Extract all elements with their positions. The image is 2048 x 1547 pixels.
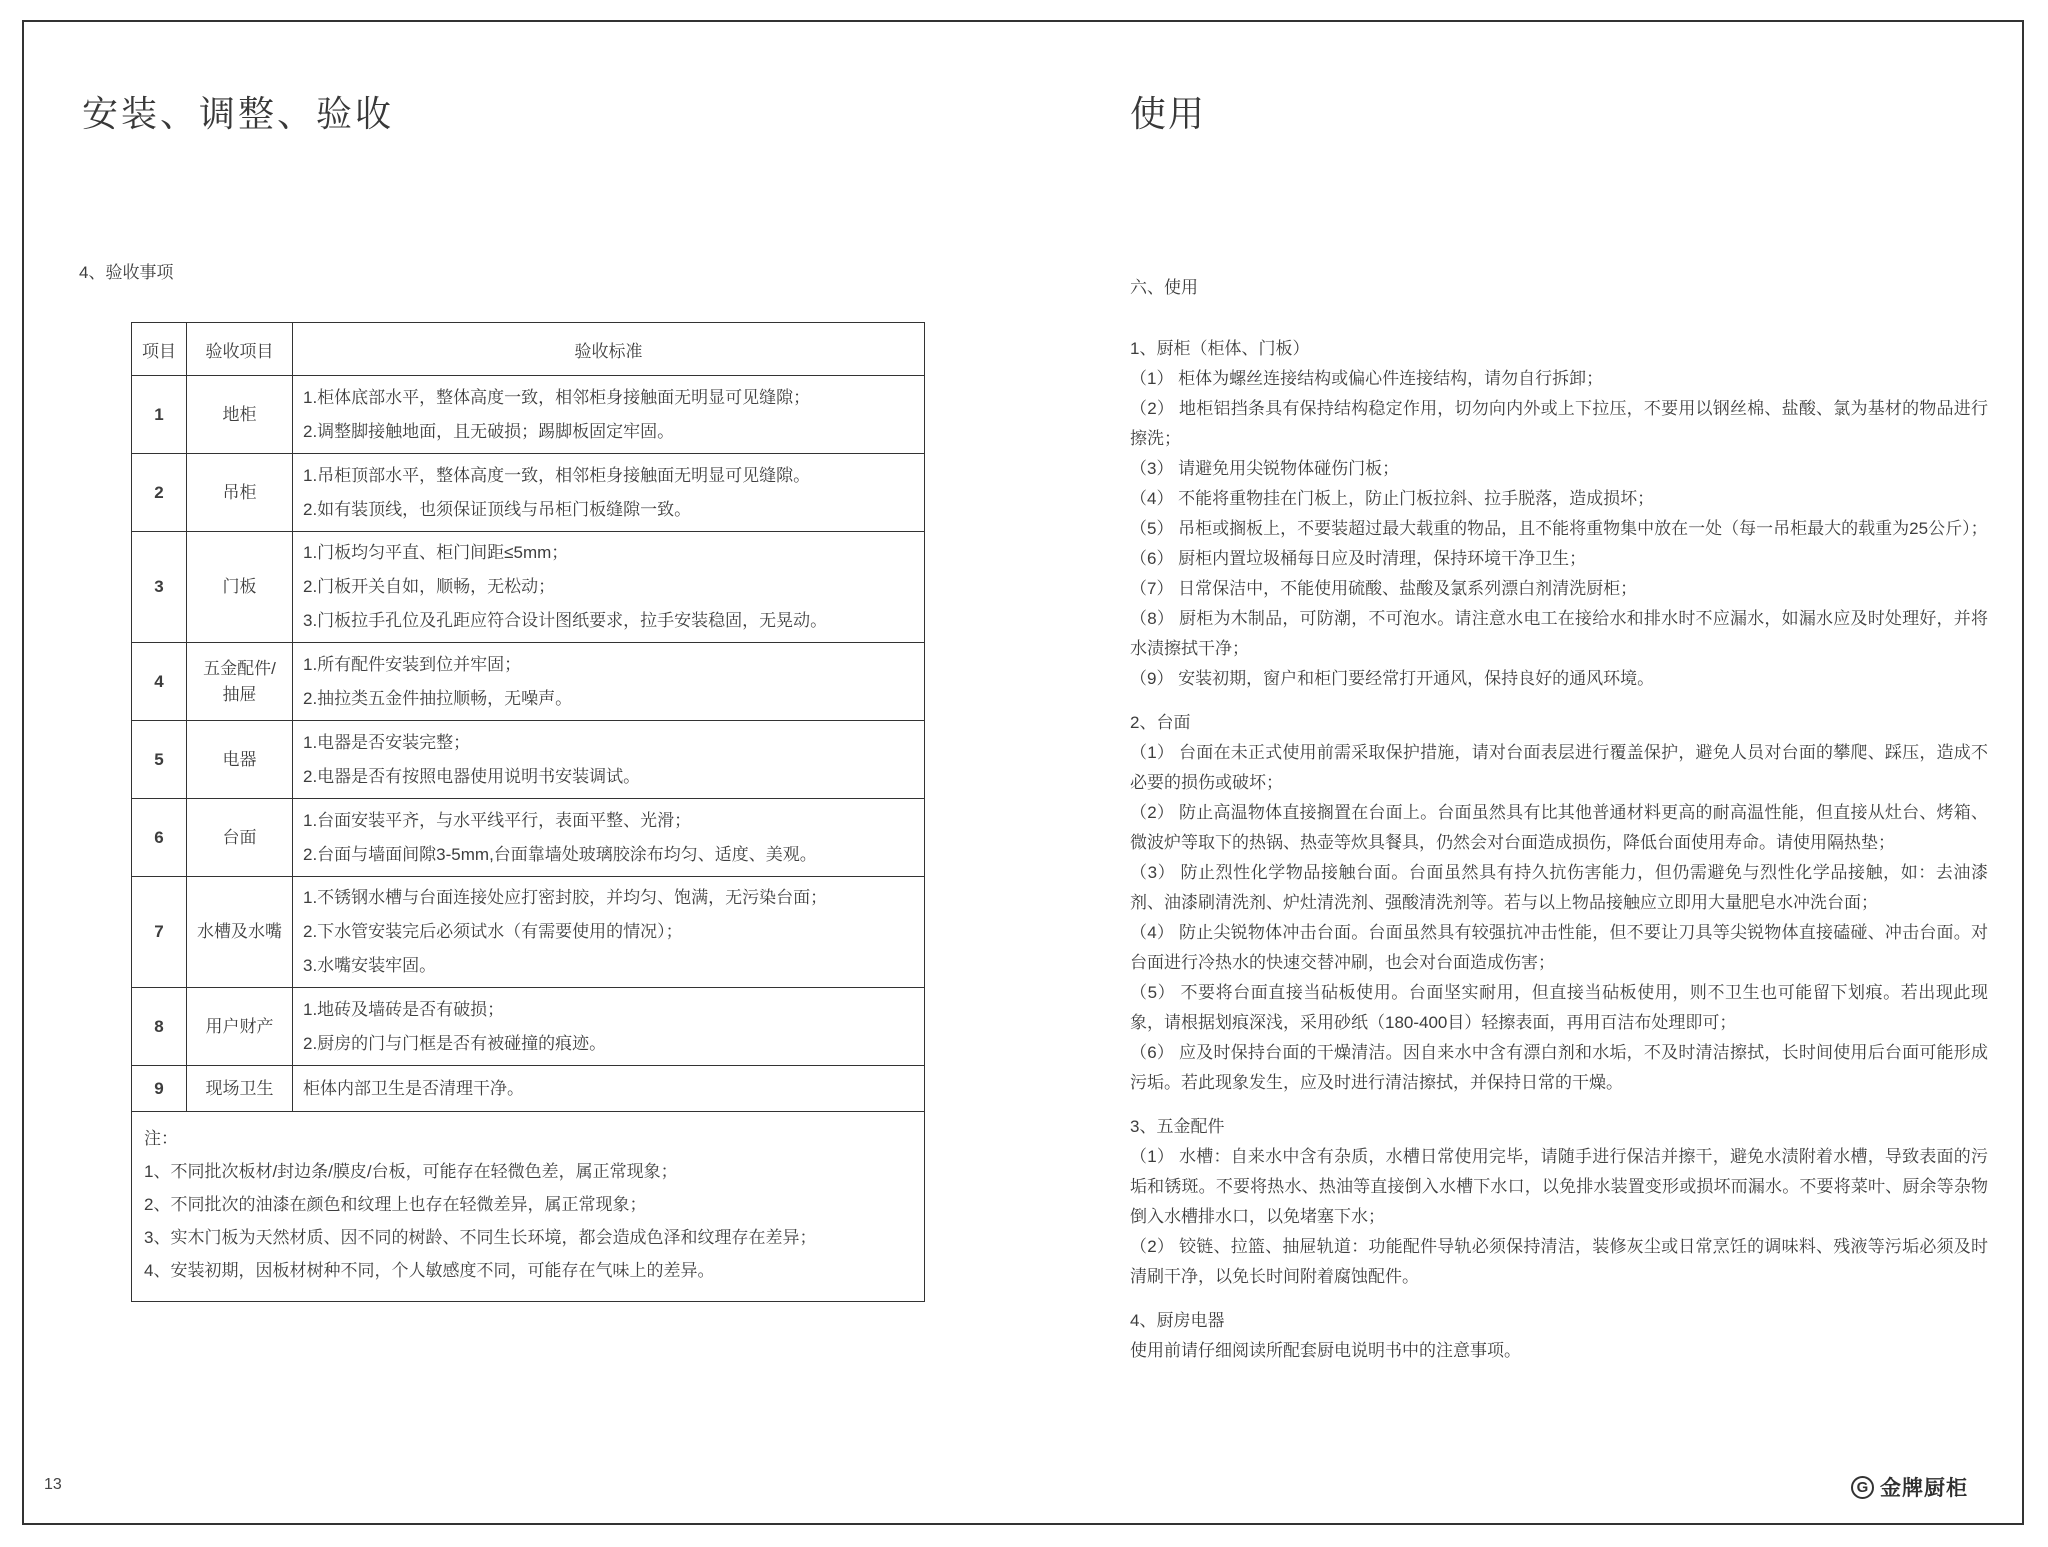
row-standard: 1.门板均匀平直、柜门间距≤5mm； 2.门板开关自如，顺畅，无松动； 3.门板拉手孔位及孔距应符合设计图纸要求，拉手安装稳固，无晃动。	[293, 532, 925, 643]
right-section-label: 六、使用	[1130, 278, 1198, 297]
left-page-title: 安装、调整、验收	[82, 93, 395, 134]
table-note-row	[132, 1112, 925, 1302]
usage-item: （4） 防止尖锐物体冲击台面。台面虽然具有较强抗冲击性能，但不要让刀具等尖锐物体直接磕碰、冲击台面。对台面进行冷热水的快速交替冲刷，也会对台面造成伤害；	[1130, 923, 1988, 972]
table-row	[132, 532, 925, 643]
note-line: 3、实木门板为天然材质、因不同的树龄、不同生长环境，都会造成色泽和纹理存在差异；	[144, 1228, 817, 1247]
usage-section-hardware	[1130, 1112, 1988, 1292]
left-section-label: 4、验收事项	[79, 263, 174, 282]
usage-section-countertop	[1130, 708, 1988, 1098]
note-line: 4、安装初期，因板材树种不同，个人敏感度不同，可能存在气味上的差异。	[144, 1261, 715, 1280]
table-row	[132, 988, 925, 1066]
note-line: 2、不同批次的油漆在颜色和纹理上也存在轻微差异，属正常现象；	[144, 1195, 647, 1214]
row-standard: 1.地砖及墙砖是否有破损； 2.厨房的门与门框是否有被碰撞的痕迹。	[293, 988, 925, 1066]
row-item: 门板	[187, 532, 293, 643]
brand-logo	[1851, 1472, 1968, 1502]
usage-item: （7） 日常保洁中，不能使用硫酸、盐酸及氯系列漂白剂清洗厨柜；	[1130, 579, 1638, 598]
usage-item: （6） 厨柜内置垃圾桶每日应及时清理，保持环境干净卫生；	[1130, 549, 1587, 568]
row-standard: 1.台面安装平齐，与水平线平行，表面平整、光滑； 2.台面与墙面间隙3-5mm,台面靠墙处玻璃胶涂布均匀、适度、美观。	[293, 799, 925, 877]
row-no: 9	[132, 1066, 187, 1112]
row-item: 吊柜	[187, 454, 293, 532]
usage-item: （2） 地柜铝挡条具有保持结构稳定作用，切勿向内外或上下拉压，不要用以钢丝棉、盐酸、氯为基材的物品进行擦洗；	[1130, 399, 1988, 448]
row-no: 3	[132, 532, 187, 643]
header-item-no: 项目	[132, 323, 187, 376]
usage-item: （1） 台面在未正式使用前需采取保护措施，请对台面表层进行覆盖保护，避免人员对台面的攀爬、踩压，造成不必要的损伤或破坏；	[1130, 743, 1988, 792]
row-no: 1	[132, 376, 187, 454]
row-no: 4	[132, 643, 187, 721]
row-standard: 1.所有配件安装到位并牢固； 2.抽拉类五金件抽拉顺畅，无噪声。	[293, 643, 925, 721]
row-item: 现场卫生	[187, 1066, 293, 1112]
note-line: 1、不同批次板材/封边条/膜皮/台板，可能存在轻微色差，属正常现象；	[144, 1162, 678, 1181]
row-item: 水槽及水嘴	[187, 877, 293, 988]
usage-item: （5） 吊柜或搁板上，不要装超过最大载重的物品，且不能将重物集中放在一处（每一吊柜最大的载重为25公斤）；	[1130, 519, 1988, 538]
header-standard: 验收标准	[293, 323, 925, 376]
usage-item: （9） 安装初期，窗户和柜门要经常打开通风，保持良好的通风环境。	[1130, 669, 1655, 688]
table-row	[132, 643, 925, 721]
table-row	[132, 799, 925, 877]
usage-section-heading: 1、厨柜（柜体、门板）	[1130, 339, 1310, 358]
usage-item: （3） 请避免用尖锐物体碰伤门板；	[1130, 459, 1400, 478]
row-standard: 1.吊柜顶部水平，整体高度一致，相邻柜身接触面无明显可见缝隙。 2.如有装顶线，也须保证顶线与吊柜门板缝隙一致。	[293, 454, 925, 532]
header-item-name: 验收项目	[187, 323, 293, 376]
usage-item: （6） 应及时保持台面的干燥清洁。因自来水中含有漂白剂和水垢，不及时清洁擦拭，长时间使用后台面可能形成污垢。若此现象发生，应及时进行清洁擦拭，并保持日常的干燥。	[1130, 1043, 1988, 1092]
row-item: 电器	[187, 721, 293, 799]
note-title: 注：	[144, 1129, 178, 1148]
brand-name: 金牌厨柜	[1880, 1477, 1968, 1500]
table-row	[132, 376, 925, 454]
usage-column	[1130, 86, 1988, 1366]
usage-item: （3） 防止烈性化学物品接触台面。台面虽然具有持久抗伤害能力，但仍需避免与烈性化学品接触，如：去油漆剂、油漆刷清洗剂、炉灶清洗剂、强酸清洗剂等。若与以上物品接触应立即用大量肥皂水冲洗台面；	[1130, 863, 1988, 912]
page-number: 13	[44, 1476, 62, 1493]
table-row	[132, 1066, 925, 1112]
usage-item: （5） 不要将台面直接当砧板使用。台面坚实耐用，但直接当砧板使用，则不卫生也可能留下划痕。若出现此现象，请根据划痕深浅，采用砂纸（180-400目）轻擦表面，再用百洁布处理即可；	[1130, 983, 1988, 1032]
usage-section-heading: 4、厨房电器	[1130, 1311, 1225, 1330]
row-standard: 柜体内部卫生是否清理干净。	[293, 1066, 925, 1112]
usage-item: （2） 防止高温物体直接搁置在台面上。台面虽然具有比其他普通材料更高的耐高温性能，但直接从灶台、烤箱、微波炉等取下的热锅、热壶等炊具餐具，仍然会对台面造成损伤，降低台面使用寿命。请使用隔热垫；	[1130, 803, 1988, 852]
row-standard: 1.不锈钢水槽与台面连接处应打密封胶，并均匀、饱满，无污染台面； 2.下水管安装完后必须试水（有需要使用的情况）； 3.水嘴安装牢固。	[293, 877, 925, 988]
row-item: 用户财产	[187, 988, 293, 1066]
usage-section-appliances	[1130, 1306, 1988, 1366]
usage-item: （1） 柜体为螺丝连接结构或偏心件连接结构，请勿自行拆卸；	[1130, 369, 1604, 388]
usage-item: （8） 厨柜为木制品，可防潮，不可泡水。请注意水电工在接给水和排水时不应漏水，如漏水应及时处理好，并将水渍擦拭干净；	[1130, 609, 1988, 658]
row-standard: 1.电器是否安装完整； 2.电器是否有按照电器使用说明书安装调试。	[293, 721, 925, 799]
row-no: 7	[132, 877, 187, 988]
row-item: 五金配件/ 抽屉	[187, 643, 293, 721]
table-notes	[132, 1112, 925, 1302]
row-no: 2	[132, 454, 187, 532]
usage-item: （4） 不能将重物挂在门板上，防止门板拉斜、拉手脱落，造成损坏；	[1130, 489, 1655, 508]
row-no: 5	[132, 721, 187, 799]
table-row	[132, 454, 925, 532]
row-item: 台面	[187, 799, 293, 877]
usage-item: 使用前请仔细阅读所配套厨电说明书中的注意事项。	[1130, 1341, 1521, 1360]
table-row	[132, 877, 925, 988]
table-row	[132, 721, 925, 799]
usage-item: （2） 铰链、拉篮、抽屉轨道：功能配件导轨必须保持清洁，装修灰尘或日常烹饪的调味料、残液等污垢必须及时清刷干净，以免长时间附着腐蚀配件。	[1130, 1237, 1988, 1286]
brand-g-icon: G	[1851, 1476, 1874, 1499]
usage-section-cabinet	[1130, 334, 1988, 694]
row-no: 6	[132, 799, 187, 877]
acceptance-table	[131, 322, 925, 1302]
usage-section-heading: 3、五金配件	[1130, 1117, 1225, 1136]
usage-item: （1） 水槽：自来水中含有杂质，水槽日常使用完毕，请随手进行保洁并擦干，避免水渍附着水槽，导致表面的污垢和锈斑。不要将热水、热油等直接倒入水槽下水口，以免排水装置变形或损坏而漏水。不要将菜叶、厨余等杂物倒入水槽排水口，以免堵塞下水；	[1130, 1147, 1988, 1226]
table-header-row	[132, 323, 925, 376]
usage-section-heading: 2、台面	[1130, 713, 1191, 732]
row-item: 地柜	[187, 376, 293, 454]
row-standard: 1.柜体底部水平，整体高度一致，相邻柜身接触面无明显可见缝隙； 2.调整脚接触地面，且无破损；踢脚板固定牢固。	[293, 376, 925, 454]
row-no: 8	[132, 988, 187, 1066]
right-page-title: 使用	[1130, 93, 1207, 134]
